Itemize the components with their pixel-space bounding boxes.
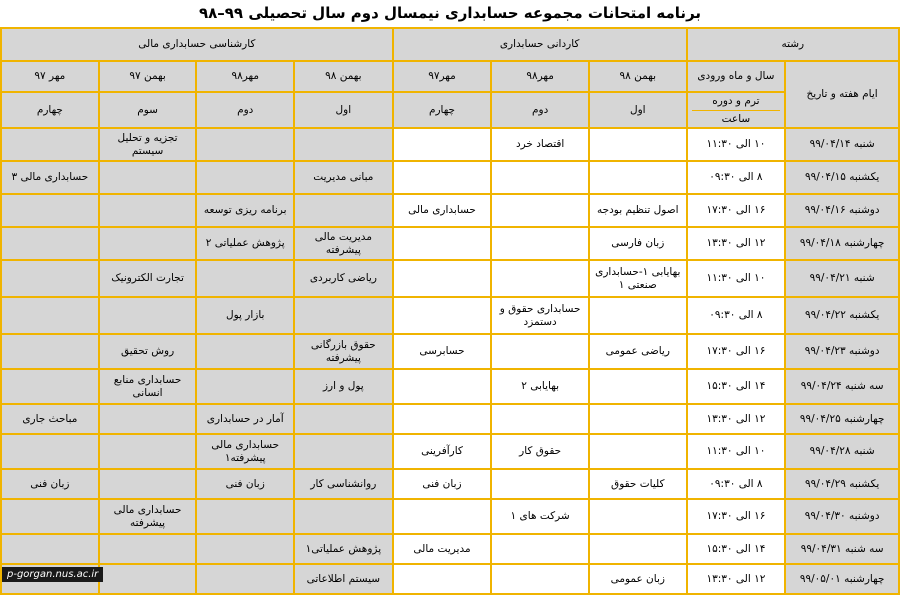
day-date-cell: چهارشنبه ۹۹/۰۴/۱۸ — [785, 227, 899, 260]
course-cell — [491, 404, 589, 434]
term-time-cell — [687, 92, 786, 128]
course-cell: مدیریت مالی — [393, 534, 492, 564]
course-cell — [294, 194, 393, 227]
course-cell: روش تحقیق — [99, 334, 197, 369]
course-cell: پول و ارز — [294, 369, 393, 404]
course-cell: حسابداری مالی ۳ — [1, 161, 99, 194]
course-cell: حسابداری مالی پیشرفته۱ — [196, 434, 294, 469]
entry-label: سال و ماه ورودی — [687, 61, 786, 92]
time-cell: ۱۰ الی ۱۱:۳۰ — [687, 260, 786, 297]
table-row — [1, 260, 899, 297]
course-cell — [491, 260, 589, 297]
course-cell: مدیریت مالی پیشرفته — [294, 227, 393, 260]
course-cell — [393, 297, 492, 334]
entry-cell: مهر۹۸ — [491, 61, 589, 92]
table-row — [1, 434, 899, 469]
table-row — [1, 334, 899, 369]
course-cell: زبان فنی — [196, 469, 294, 499]
group-bachelor: کارشناسی حسابداری مالی — [1, 28, 393, 61]
course-cell — [294, 404, 393, 434]
day-date-cell: شنبه ۹۹/۰۴/۲۸ — [785, 434, 899, 469]
header-row-entry — [1, 61, 899, 92]
table-row — [1, 499, 899, 534]
course-cell — [589, 499, 687, 534]
course-cell: اقتصاد خرد — [491, 128, 589, 161]
course-cell — [393, 499, 492, 534]
header-row-term — [1, 92, 899, 128]
course-cell — [1, 369, 99, 404]
course-cell — [589, 161, 687, 194]
field-label: رشته — [687, 28, 899, 61]
course-cell: آمار در حسابداری — [196, 404, 294, 434]
course-cell — [393, 369, 492, 404]
day-date-cell: یکشنبه ۹۹/۰۴/۲۲ — [785, 297, 899, 334]
course-cell: بهایابی ۱-حسابداری صنعتی ۱ — [589, 260, 687, 297]
course-cell — [1, 194, 99, 227]
course-cell: کارآفرینی — [393, 434, 492, 469]
course-cell — [491, 534, 589, 564]
course-cell — [196, 499, 294, 534]
course-cell — [491, 194, 589, 227]
course-cell — [1, 334, 99, 369]
entry-cell: بهمن ۹۸ — [589, 61, 687, 92]
course-cell — [196, 260, 294, 297]
time-cell: ۸ الی ۰۹:۳۰ — [687, 161, 786, 194]
course-cell — [196, 369, 294, 404]
time-cell: ۱۰ الی ۱۱:۳۰ — [687, 128, 786, 161]
course-cell: بازار پول — [196, 297, 294, 334]
course-cell — [589, 128, 687, 161]
term-cell: چهارم — [393, 92, 492, 128]
course-cell: حقوق کار — [491, 434, 589, 469]
course-cell: تجارت الکترونیک — [99, 260, 197, 297]
site-watermark: p-gorgan.nus.ac.ir — [2, 567, 103, 582]
table-row — [1, 469, 899, 499]
term-cell: سوم — [99, 92, 197, 128]
course-cell — [589, 297, 687, 334]
course-cell: حسابرسی — [393, 334, 492, 369]
entry-cell: مهر۹۷ — [393, 61, 492, 92]
course-cell — [1, 434, 99, 469]
entry-cell: بهمن ۹۷ — [99, 61, 197, 92]
day-date-cell: چهارشنبه ۹۹/۰۵/۰۱ — [785, 564, 899, 594]
course-cell: اصول تنظیم بودجه — [589, 194, 687, 227]
course-cell: زبان فنی — [393, 469, 492, 499]
time-cell: ۱۶ الی ۱۷:۳۰ — [687, 194, 786, 227]
course-cell — [1, 534, 99, 564]
time-label: ساعت — [692, 110, 781, 126]
course-cell — [491, 564, 589, 594]
table-row — [1, 404, 899, 434]
course-cell — [393, 404, 492, 434]
day-date-cell: دوشنبه ۹۹/۰۴/۲۳ — [785, 334, 899, 369]
course-cell — [1, 499, 99, 534]
course-cell: ریاضی کاربردی — [294, 260, 393, 297]
course-cell — [1, 128, 99, 161]
day-date-cell: یکشنبه ۹۹/۰۴/۲۹ — [785, 469, 899, 499]
course-cell — [589, 434, 687, 469]
course-cell — [99, 297, 197, 334]
day-date-cell: سه شنبه ۹۹/۰۴/۲۴ — [785, 369, 899, 404]
time-cell: ۱۲ الی ۱۳:۳۰ — [687, 227, 786, 260]
time-cell: ۱۶ الی ۱۷:۳۰ — [687, 499, 786, 534]
day-date-cell: دوشنبه ۹۹/۰۴/۱۶ — [785, 194, 899, 227]
course-cell — [491, 227, 589, 260]
course-cell — [196, 161, 294, 194]
day-date-label: ایام هفته و تاریخ — [785, 61, 899, 128]
time-cell: ۱۴ الی ۱۵:۳۰ — [687, 369, 786, 404]
course-cell: حسابداری مالی — [393, 194, 492, 227]
time-cell: ۱۴ الی ۱۵:۳۰ — [687, 534, 786, 564]
course-cell — [196, 334, 294, 369]
table-row — [1, 194, 899, 227]
table-row — [1, 534, 899, 564]
course-cell — [393, 564, 492, 594]
time-cell: ۱۲ الی ۱۳:۳۰ — [687, 404, 786, 434]
course-cell — [99, 161, 197, 194]
course-cell: پژوهش عملیاتی۱ — [294, 534, 393, 564]
course-cell — [294, 128, 393, 161]
course-cell: شرکت های ۱ — [491, 499, 589, 534]
course-cell — [589, 404, 687, 434]
table-row — [1, 227, 899, 260]
course-cell: ریاضی عمومی — [589, 334, 687, 369]
table-row — [1, 297, 899, 334]
day-date-cell: یکشنبه ۹۹/۰۴/۱۵ — [785, 161, 899, 194]
course-cell: حقوق بازرگانی پیشرفته — [294, 334, 393, 369]
course-cell — [196, 564, 294, 594]
table-row — [1, 369, 899, 404]
course-cell — [294, 434, 393, 469]
day-date-cell: شنبه ۹۹/۰۴/۱۴ — [785, 128, 899, 161]
entry-cell: مهر ۹۷ — [1, 61, 99, 92]
entry-cell: مهر۹۸ — [196, 61, 294, 92]
table-row — [1, 128, 899, 161]
course-cell: روانشناسی کار — [294, 469, 393, 499]
course-cell: زبان فارسی — [589, 227, 687, 260]
term-cell: اول — [589, 92, 687, 128]
page-title: برنامه امتحانات مجموعه حسابداری نیمسال دوم سال تحصیلی ۹۹–۹۸ — [198, 4, 702, 22]
entry-cell: بهمن ۹۸ — [294, 61, 393, 92]
time-cell: ۱۶ الی ۱۷:۳۰ — [687, 334, 786, 369]
course-cell — [99, 534, 197, 564]
time-cell: ۱۲ الی ۱۳:۳۰ — [687, 564, 786, 594]
day-date-cell: سه شنبه ۹۹/۰۴/۳۱ — [785, 534, 899, 564]
header-row-field — [1, 28, 899, 61]
table-row — [1, 564, 899, 594]
course-cell: حسابداری حقوق و دستمزد — [491, 297, 589, 334]
term-cell: دوم — [491, 92, 589, 128]
time-cell: ۸ الی ۰۹:۳۰ — [687, 297, 786, 334]
term-cell: اول — [294, 92, 393, 128]
course-cell — [393, 128, 492, 161]
day-date-cell: شنبه ۹۹/۰۴/۲۱ — [785, 260, 899, 297]
term-cell: چهارم — [1, 92, 99, 128]
term-label: ترم و دوره — [712, 94, 760, 107]
course-cell — [294, 297, 393, 334]
course-cell: حسابداری مالی پیشرفته — [99, 499, 197, 534]
term-cell: دوم — [196, 92, 294, 128]
group-associate: کاردانی حسابداری — [393, 28, 687, 61]
course-cell — [393, 161, 492, 194]
course-cell — [99, 564, 197, 594]
course-cell: زبان فنی — [1, 469, 99, 499]
course-cell — [99, 404, 197, 434]
course-cell: تجزیه و تحلیل سیستم — [99, 128, 197, 161]
course-cell: مباحث جاری — [1, 404, 99, 434]
course-cell — [589, 369, 687, 404]
course-cell — [99, 434, 197, 469]
course-cell: حسابداری منابع انسانی — [99, 369, 197, 404]
course-cell: برنامه ریزی توسعه — [196, 194, 294, 227]
course-cell: مبانی مدیریت — [294, 161, 393, 194]
day-date-cell: چهارشنبه ۹۹/۰۴/۲۵ — [785, 404, 899, 434]
course-cell — [393, 227, 492, 260]
course-cell — [589, 534, 687, 564]
table-row — [1, 161, 899, 194]
day-date-cell: دوشنبه ۹۹/۰۴/۳۰ — [785, 499, 899, 534]
course-cell — [99, 469, 197, 499]
course-cell — [1, 260, 99, 297]
course-cell: پژوهش عملیاتی ۲ — [196, 227, 294, 260]
course-cell — [491, 334, 589, 369]
exam-schedule-table — [0, 27, 900, 595]
course-cell — [99, 227, 197, 260]
course-cell — [1, 227, 99, 260]
time-cell: ۸ الی ۰۹:۳۰ — [687, 469, 786, 499]
course-cell: زبان عمومی — [589, 564, 687, 594]
course-cell: کلیات حقوق — [589, 469, 687, 499]
course-cell — [196, 128, 294, 161]
course-cell — [99, 194, 197, 227]
course-cell — [294, 499, 393, 534]
course-cell — [491, 161, 589, 194]
time-cell: ۱۰ الی ۱۱:۳۰ — [687, 434, 786, 469]
course-cell — [491, 469, 589, 499]
course-cell — [1, 297, 99, 334]
course-cell — [196, 534, 294, 564]
course-cell: سیستم اطلاعاتی — [294, 564, 393, 594]
course-cell: بهایابی ۲ — [491, 369, 589, 404]
course-cell — [393, 260, 492, 297]
